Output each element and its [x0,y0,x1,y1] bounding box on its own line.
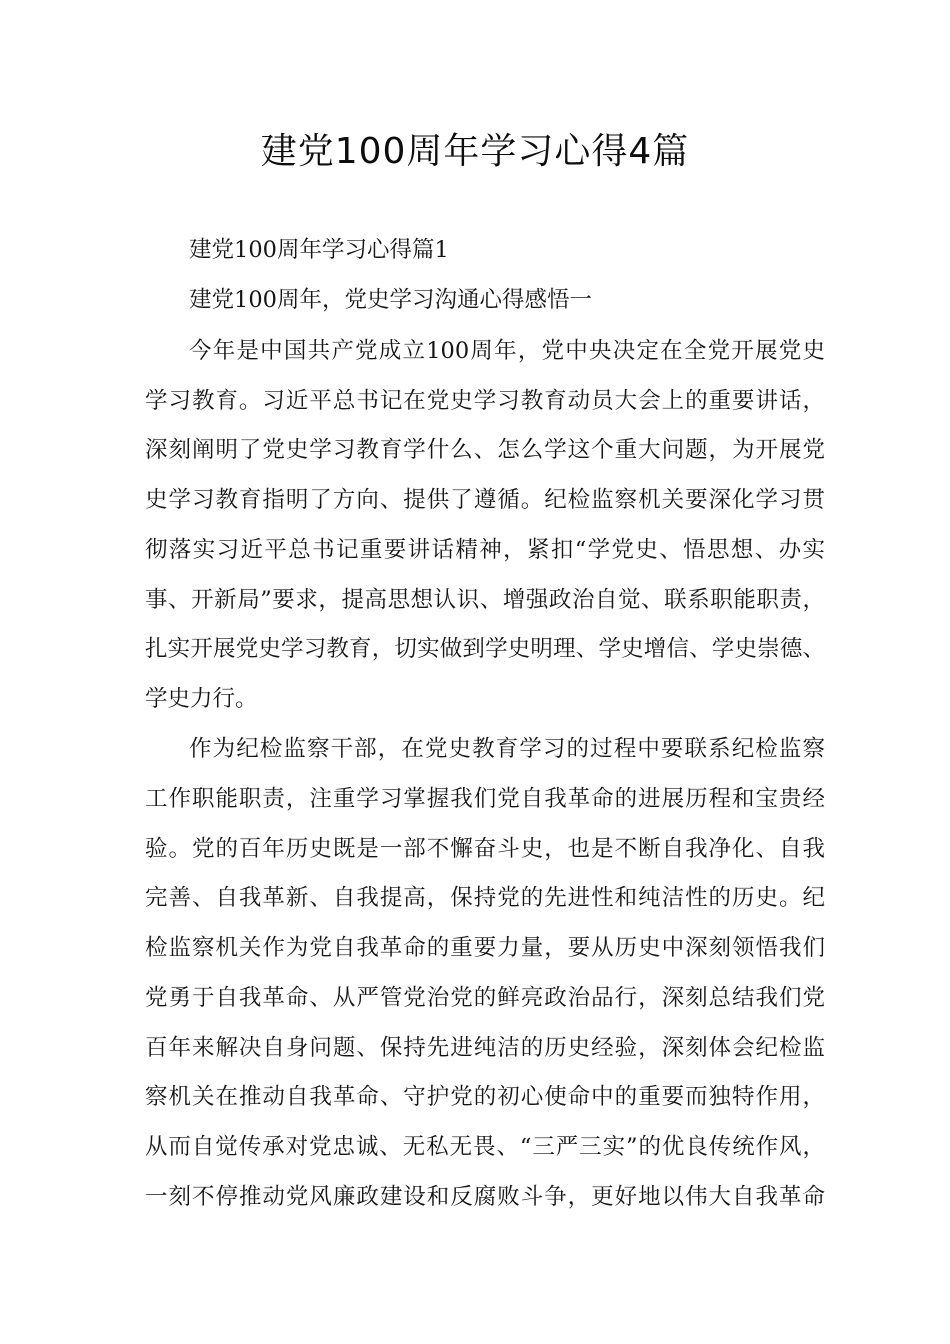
paragraph-line: 事、开新局”要求，提高思想认识、增强政治自觉、联系职能职责， [145,587,825,613]
paragraph-line: 学习教育。习近平总书记在党史学习教育动员大会上的重要讲话， [145,388,825,414]
paragraph-line: 作为纪检监察干部，在党史教育学习的过程中要联系纪检监察 [189,736,825,762]
paragraph-line: 彻落实习近平总书记重要讲话精神，紧扣“学党史、悟思想、办实 [145,537,825,563]
paragraph-line: 工作职能职责，注重学习掌握我们党自我革命的进展历程和宝贵经 [145,786,825,812]
subtitle-line: 建党100周年，党史学习沟通心得感悟一 [189,287,592,313]
paragraph-line: 一刻不停推动党风廉政建设和反腐败斗争，更好地以伟大自我革命 [145,1184,825,1210]
paragraph-line: 今年是中国共产党成立100周年，党中央决定在全党开展党史 [189,338,825,364]
paragraph-line: 党勇于自我革命、从严管党治党的鲜亮政治品行，深刻总结我们党 [145,985,825,1011]
paragraph-line: 史学习教育指明了方向、提供了遵循。纪检监察机关要深化学习贯 [145,487,825,513]
paragraph-line: 察机关在推动自我革命、守护党的初心使命中的重要而独特作用， [145,1084,825,1110]
section-heading: 建党100周年学习心得篇1 [189,237,449,263]
paragraph-line: 百年来解决自身问题、保持先进纯洁的历史经验，深刻体会纪检监 [145,1035,825,1061]
paragraph-line: 检监察机关作为党自我革命的重要力量，要从历史中深刻领悟我们 [145,935,825,961]
paragraph-line: 验。党的百年历史既是一部不懈奋斗史，也是不断自我净化、自我 [145,836,825,862]
paragraph-line: 深刻阐明了党史学习教育学什么、怎么学这个重大问题，为开展党 [145,437,825,463]
paragraph-line: 完善、自我革新、自我提高，保持党的先进性和纯洁性的历史。纪 [145,885,825,911]
paragraph-line: 从而自觉传承对党忠诚、无私无畏、“三严三实”的优良传统作风， [145,1134,825,1160]
paragraph-line: 学史力行。 [145,686,258,712]
paragraph-line: 扎实开展党史学习教育，切实做到学史明理、学史增信、学史崇德、 [145,636,825,662]
document-title: 建党100周年学习心得4篇 [260,131,690,172]
